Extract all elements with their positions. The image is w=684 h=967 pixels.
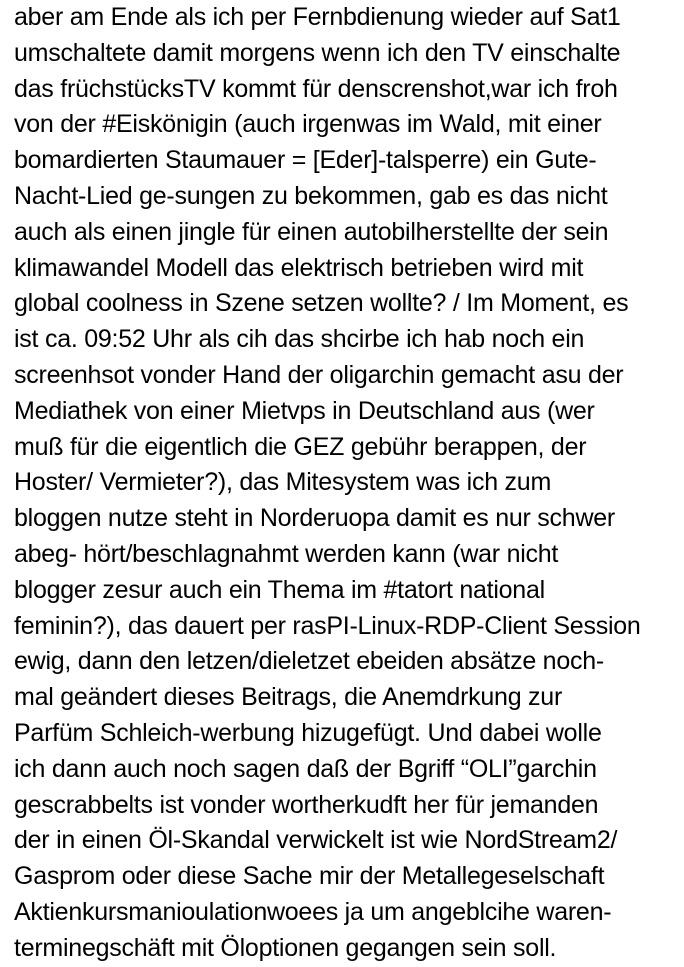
text-line: der in einen Öl-Skandal verwickelt ist wie NordStream2/ bbox=[14, 826, 618, 855]
text-line: Aktienkursmanioulationwoees ja um angeblcihe waren- bbox=[14, 897, 612, 926]
text-line: mal geändert dieses Beitrags, die Anemdrkung zur bbox=[14, 683, 563, 712]
text-line: muß für die eigentlich die GEZ gebühr berappen, der bbox=[14, 432, 587, 461]
text-line: ist ca. 09:52 Uhr als cih das shcirbe ich hab noch ein bbox=[14, 325, 585, 354]
text-line: ewig, dann den letzen/dieletzet ebeiden absätze noch- bbox=[14, 647, 604, 676]
text-line: Hoster/ Vermieter?), das Mitesystem was ich zum bbox=[14, 468, 552, 497]
text-line: abeg- hört/beschlagnahmt werden kann (war nicht bbox=[14, 539, 559, 568]
text-line: gescrabbelts ist vonder wortherkudft her für jemanden bbox=[14, 790, 599, 819]
text-line: das früchstücksTV kommt für denscrenshot,war ich froh bbox=[14, 74, 618, 103]
text-line: umschaltete damit morgens wenn ich den TV einschalte bbox=[14, 38, 621, 67]
text-line: global coolness in Szene setzen wollte? / Im Moment, es bbox=[14, 289, 629, 318]
text-line: ich dann auch noch sagen daß der Bgriff “OLI”garchin bbox=[14, 754, 597, 783]
text-line: feminin?), das dauert per rasPI-Linux-RDP-Client Session bbox=[14, 611, 641, 640]
text-line: bloggen nutze steht in Norderuopa damit es nur schwer bbox=[14, 504, 615, 533]
text-line: bomardierten Staumauer = [Eder]-talsperre) ein Gute- bbox=[14, 146, 597, 175]
text-line: blogger zesur auch ein Thema im #tatort national bbox=[14, 575, 545, 604]
text-line: Parfüm Schleich-werbung hizugefügt. Und dabei wolle bbox=[14, 718, 602, 747]
text-line: auch als einen jingle für einen autobilherstellte der sein bbox=[14, 217, 609, 246]
text-line: Gasprom oder diese Sache mir der Metallegeselschaft bbox=[14, 862, 605, 891]
body-text bbox=[14, 0, 684, 967]
text-line: klimawandel Modell das elektrisch betrieben wird mit bbox=[14, 253, 584, 282]
text-line: terminegschäft mit Öloptionen gegangen sein soll. bbox=[14, 933, 557, 962]
text-line: Nacht-Lied ge-sungen zu bekommen, gab es das nicht bbox=[14, 181, 608, 210]
text-line: von der #Eiskönigin (auch irgenwas im Wald, mit einer bbox=[14, 110, 602, 139]
text-line: aber am Ende als ich per Fernbdienung wieder auf Sat1 bbox=[14, 3, 621, 31]
text-line: Mediathek von einer Mietvps in Deutschland aus (wer bbox=[14, 396, 595, 425]
text-line: screenhsot vonder Hand der oligarchin gemacht asu der bbox=[14, 360, 624, 389]
